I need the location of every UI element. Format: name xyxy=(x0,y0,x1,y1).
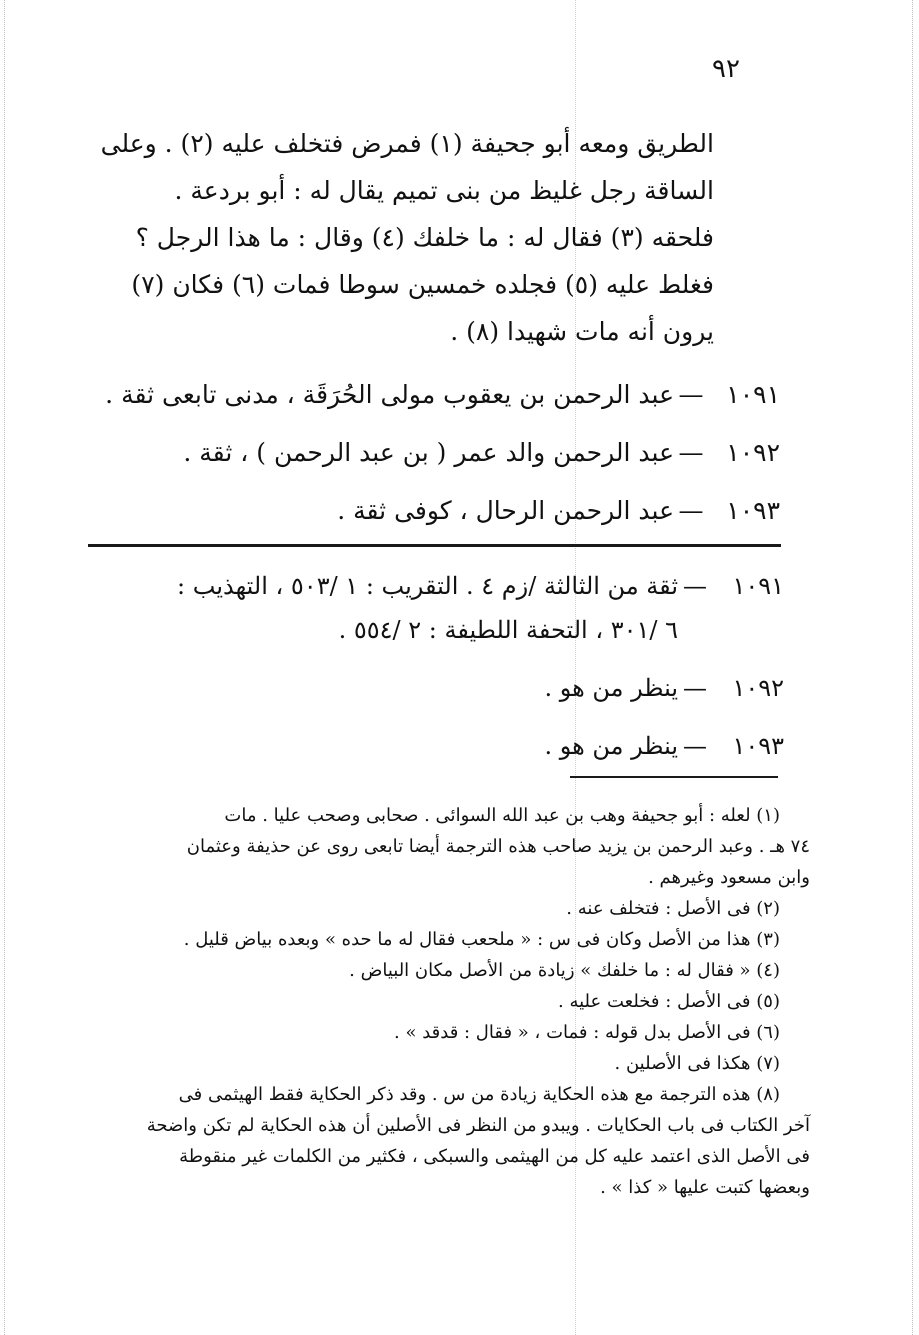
note-text: ينظر من هو . xyxy=(544,732,678,760)
main-text-line: فغلط عليه (٥) فجلده خمسين سوطا فمات (٦) فكان (٧) xyxy=(131,270,714,299)
note-text: ٦ /٣٠١ ، التحفة اللطيفة : ٢ /٥٥٤ . xyxy=(338,616,678,644)
note-dash: — xyxy=(683,732,707,760)
footnote-line: (٥) فى الأصل : فخلعت عليه . xyxy=(558,991,780,1012)
footnote-line: وبعضها كتبت عليها « كذا » . xyxy=(600,1177,810,1198)
spacer xyxy=(84,652,784,666)
scan-edge-left xyxy=(4,0,6,1335)
footnote-line: (٦) فى الأصل بدل قوله : فمات ، « فقال : قدقد » . xyxy=(394,1022,780,1043)
entry-text: عبد الرحمن بن يعقوب مولى الحُرَقَة ، مدنى تابعى ثقة . xyxy=(105,380,674,409)
main-text-line: يرون أنه مات شهيدا (٨) . xyxy=(450,317,714,346)
note-text: ثقة من الثالثة /زم ٤ . التقريب : ١ /٥٠٣ ، التهذيب : xyxy=(177,572,678,600)
footnote-line: (٧) هكذا فى الأصلين . xyxy=(614,1053,780,1074)
footnote-divider xyxy=(570,776,778,778)
note-item xyxy=(84,724,784,768)
entry xyxy=(90,482,780,540)
scan-edge-right xyxy=(912,0,914,1335)
note-text: ينظر من هو . xyxy=(544,674,678,702)
main-text xyxy=(84,120,714,355)
entry-text: عبد الرحمن الرحال ، كوفى ثقة . xyxy=(337,496,674,525)
note-number: ١٠٩١ xyxy=(732,572,784,600)
footnote-line: ٧٤ هـ . وعبد الرحمن بن يزيد صاحب هذه الترجمة أيضا تابعى روى عن حذيفة وعثمان xyxy=(186,836,810,857)
section-divider xyxy=(88,544,781,547)
footnote-line: فى الأصل الذى اعتمد عليه كل من الهيثمى والسبكى ، فكثير من الكلمات غير منقوطة xyxy=(179,1146,810,1167)
entry-number: ١٠٩٢ xyxy=(726,438,780,467)
footnote-line: (١) لعله : أبو جحيفة وهب بن عبد الله السوائى . صحابى وصحب عليا . مات xyxy=(224,805,780,826)
entry xyxy=(90,424,780,482)
note-dash: — xyxy=(683,674,707,702)
entry-number: ١٠٩٣ xyxy=(726,496,780,525)
note-number: ١٠٩٢ xyxy=(732,674,784,702)
main-text-line: فلحقه (٣) فقال له : ما خلفك (٤) وقال : ما هذا الرجل ؟ xyxy=(135,223,714,252)
note-dash: — xyxy=(683,572,707,600)
spacer xyxy=(84,710,784,724)
note-item xyxy=(84,564,784,652)
entries-list xyxy=(90,366,780,540)
entry-dash: — xyxy=(678,380,704,409)
footnote-line: (٣) هذا من الأصل وكان فى س : « ملحعب فقال له ما حده » وبعده بياض قليل . xyxy=(183,929,780,950)
entry-dash: — xyxy=(678,496,704,525)
page-number: ٩٢ xyxy=(712,54,740,84)
entry xyxy=(90,366,780,424)
footnote-line: (٤) « فقال له : ما خلفك » زيادة من الأصل مكان البياض . xyxy=(349,960,780,981)
entry-dash: — xyxy=(678,438,704,467)
footnotes xyxy=(90,800,810,1203)
note-item xyxy=(84,666,784,710)
main-text-line: الساقة رجل غليظ من بنى تميم يقال له : أبو بردعة . xyxy=(174,176,714,205)
note-number: ١٠٩٣ xyxy=(732,732,784,760)
footnote-line: آخر الكتاب فى باب الحكايات . ويبدو من النظر فى الأصلين أن هذه الحكاية لم تكن واضحة xyxy=(146,1115,810,1136)
footnote-line: وابن مسعود وغيرهم . xyxy=(648,867,810,888)
main-text-line: الطريق ومعه أبو جحيفة (١) فمرض فتخلف عليه (٢) . وعلى xyxy=(100,129,714,158)
footnote-line: (٨) هذه الترجمة مع هذه الحكاية زيادة من س . وقد ذكر الحكاية فقط الهيثمى فى xyxy=(178,1084,780,1105)
entry-notes xyxy=(84,564,784,768)
entry-text: عبد الرحمن والد عمر ( بن عبد الرحمن ) ، ثقة . xyxy=(183,438,674,467)
footnote-line: (٢) فى الأصل : فتخلف عنه . xyxy=(566,898,780,919)
entry-number: ١٠٩١ xyxy=(726,380,780,409)
